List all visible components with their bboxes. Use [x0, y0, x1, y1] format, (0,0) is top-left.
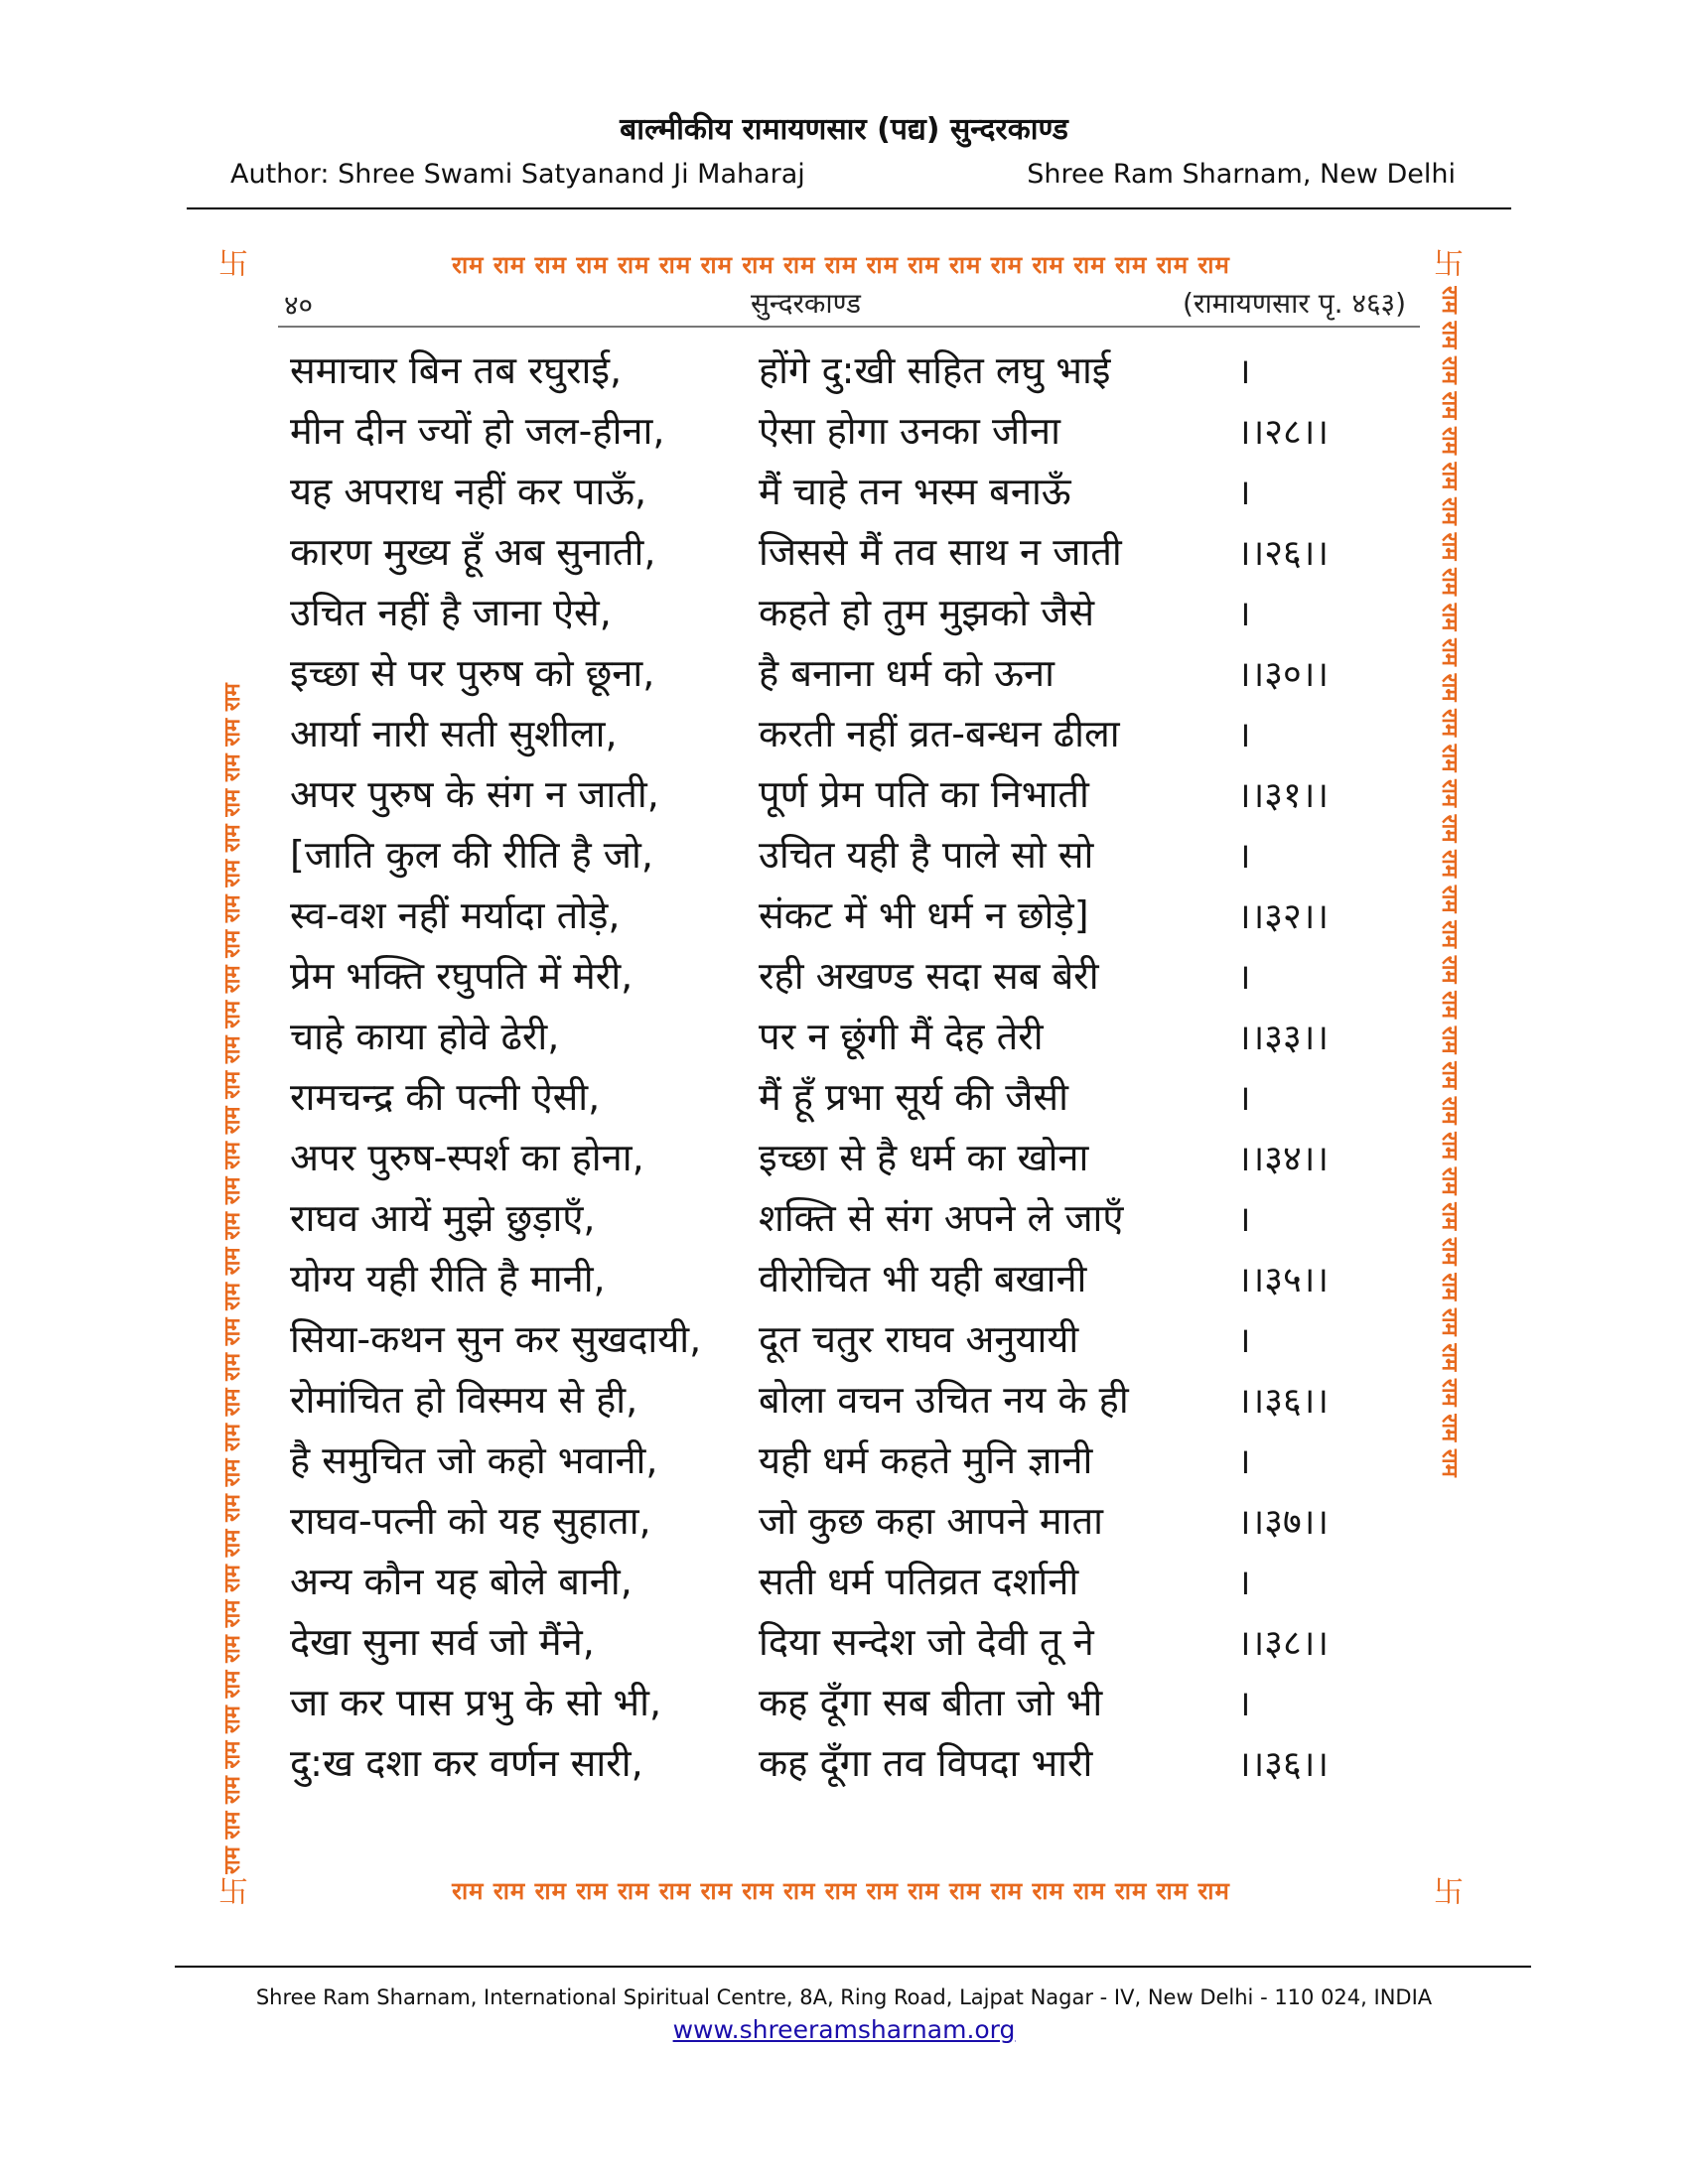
verse-second-half: बोला वचन उचित नय के ही	[759, 1378, 1129, 1422]
verse-first-half: चाहे काया होवे ढेरी,	[290, 1015, 560, 1058]
swastika-icon: 卐	[218, 247, 248, 282]
verse-first-half: इच्छा से पर पुरुष को छूना,	[290, 651, 655, 695]
verse-second-half: पर न छूंगी मैं देह तेरी	[759, 1015, 1044, 1058]
page-header	[284, 284, 1426, 324]
verse-second-half: मैं चाहे तन भस्म बनाऊँ	[759, 470, 1071, 513]
section-name: सुन्दरकाण्ड	[751, 287, 861, 320]
verse-second-half: दिया सन्देश जो देवी तू ने	[759, 1620, 1094, 1664]
verse-first-half: अपर पुरुष-स्पर्श का होना,	[290, 1136, 644, 1179]
verse-first-half: योग्य यही रीति है मानी,	[290, 1257, 606, 1300]
verse-line	[290, 883, 1422, 943]
verse-number: ।।२६।।	[1237, 533, 1330, 574]
verse-second-half: करती नहीं व्रत-बन्धन ढीला	[759, 712, 1120, 755]
verse-first-half: देखा सुना सर्व जो मैंने,	[290, 1620, 595, 1664]
verse-line	[290, 822, 1422, 883]
verse-second-half: जो कुछ कहा आपने माता	[759, 1499, 1103, 1543]
verse-line	[290, 1730, 1422, 1791]
verse-line	[290, 1609, 1422, 1670]
verse-line	[290, 701, 1422, 761]
document-title: बाल्मीकीय रामायणसार (पद्य) सुन्दरकाण्ड	[620, 112, 1068, 147]
verse-line	[290, 580, 1422, 640]
page-reference: (रामायणसार पृ. ४६३)	[1183, 287, 1406, 320]
verse-first-half: कारण मुख्य हूँ अब सुनाती,	[290, 530, 656, 574]
verse-line	[290, 1306, 1422, 1367]
verse-second-half: शक्ति से संग अपने ले जाएँ	[759, 1196, 1124, 1240]
verse-second-half: कहते हो तुम मुझको जैसे	[759, 591, 1095, 634]
verse-line	[290, 1246, 1422, 1306]
verse-number: ।	[1237, 1320, 1251, 1361]
page-number: ४०	[284, 289, 314, 322]
swastika-icon: 卐	[218, 1875, 248, 1910]
author-line: Author: Shree Swami Satyanand Ji Maharaj	[230, 159, 805, 190]
ram-border-right: राम राम राम राम राम राम राम राम राम राम राम राम राम राम राम राम राम राम राम राम राम राम राम राम राम राम राम राम राम राम राम राम राम राम	[1437, 286, 1462, 1477]
verse-line	[290, 1004, 1422, 1064]
verse-first-half: जा कर पास प्रभु के सो भी,	[290, 1681, 662, 1724]
verse-second-half: सती धर्म पतिव्रत दर्शानी	[759, 1560, 1079, 1603]
verse-line	[290, 1488, 1422, 1549]
verse-number: ।।३८।।	[1237, 1623, 1330, 1664]
verse-second-half: उचित यही है पाले सो सो	[759, 833, 1094, 877]
verse-line	[290, 1185, 1422, 1246]
scripture-page-frame	[216, 246, 1466, 1914]
verse-first-half: रामचन्द्र की पत्नी ऐसी,	[290, 1075, 601, 1119]
verse-number: ।।३७।।	[1237, 1502, 1330, 1543]
verse-line	[290, 1064, 1422, 1125]
verse-number: ।	[1237, 1078, 1251, 1119]
verse-number: ।	[1237, 594, 1251, 634]
verse-line	[290, 459, 1422, 519]
verse-first-half: अपर पुरुष के संग न जाती,	[290, 772, 659, 816]
verse-first-half: [जाति कुल की रीति है जो,	[290, 833, 653, 877]
verse-list	[290, 338, 1422, 1791]
verse-first-half: आर्या नारी सती सुशीला,	[290, 712, 618, 755]
verse-second-half: मैं हूँ प्रभा सूर्य की जैसी	[759, 1075, 1068, 1119]
swastika-icon: 卐	[1434, 1875, 1464, 1910]
verse-line	[290, 519, 1422, 580]
verse-line	[290, 640, 1422, 701]
verse-number: ।।३२।।	[1237, 896, 1330, 937]
verse-second-half: इच्छा से है धर्म का खोना	[759, 1136, 1089, 1179]
verse-second-half: होंगे दु:खी सहित लघु भाई	[759, 348, 1111, 392]
verse-second-half: कह दूँगा तव विपदा भारी	[759, 1741, 1093, 1785]
verse-first-half: राघव आयें मुझे छुड़ाएँ,	[290, 1196, 596, 1240]
verse-first-half: दु:ख दशा कर वर्णन सारी,	[290, 1741, 643, 1785]
verse-number: ।।३६।।	[1237, 1381, 1330, 1422]
verse-line	[290, 338, 1422, 398]
verse-number: ।	[1237, 957, 1251, 998]
ram-border-top: राम राम राम राम राम राम राम राम राम राम राम राम राम राम राम राम राम राम राम	[452, 251, 1230, 279]
ram-border-left: राम राम राम राम राम राम राम राम राम राम राम राम राम राम राम राम राम राम राम राम राम राम राम राम राम राम राम राम राम राम राम राम राम राम	[220, 683, 245, 1874]
verse-first-half: स्व-वश नहीं मर्यादा तोड़े,	[290, 893, 621, 937]
verse-number: ।	[1237, 1441, 1251, 1482]
verse-first-half: अन्य कौन यह बोले बानी,	[290, 1560, 633, 1603]
verse-first-half: मीन दीन ज्यों हो जल-हीना,	[290, 409, 665, 453]
verse-line	[290, 943, 1422, 1004]
verse-number: ।	[1237, 1563, 1251, 1603]
website-link[interactable]: www.shreeramsharnam.org	[672, 2015, 1016, 2044]
organization-line: Shree Ram Sharnam, New Delhi	[1027, 159, 1456, 190]
verse-second-half: जिससे मैं तव साथ न जाती	[759, 530, 1122, 574]
footer-divider	[175, 1966, 1531, 1968]
verse-number: ।।३०।।	[1237, 654, 1330, 695]
verse-number: ।	[1237, 1684, 1251, 1724]
verse-number: ।	[1237, 715, 1251, 755]
verse-number: ।।३१।।	[1237, 775, 1330, 816]
verse-second-half: वीरोचित भी यही बखानी	[759, 1257, 1087, 1300]
verse-number: ।	[1237, 351, 1251, 392]
verse-second-half: ऐसा होगा उनका जीना	[759, 409, 1060, 453]
verse-second-half: रही अखण्ड सदा सब बेरी	[759, 954, 1099, 998]
verse-number: ।।३३।।	[1237, 1018, 1330, 1058]
ram-border-bottom: राम राम राम राम राम राम राम राम राम राम राम राम राम राम राम राम राम राम राम	[452, 1877, 1230, 1905]
verse-first-half: है समुचित जो कहो भवानी,	[290, 1438, 658, 1482]
verse-first-half: राघव-पत्नी को यह सुहाता,	[290, 1499, 651, 1543]
verse-first-half: प्रेम भक्ति रघुपति में मेरी,	[290, 954, 633, 998]
verse-second-half: दूत चतुर राघव अनुयायी	[759, 1317, 1079, 1361]
verse-first-half: रोमांचित हो विस्मय से ही,	[290, 1378, 638, 1422]
page-header-rule	[278, 326, 1420, 328]
verse-line	[290, 1125, 1422, 1185]
verse-line	[290, 761, 1422, 822]
verse-first-half: सिया-कथन सुन कर सुखदायी,	[290, 1317, 702, 1361]
verse-first-half: समाचार बिन तब रघुराई,	[290, 348, 623, 392]
verse-line	[290, 1367, 1422, 1428]
header-divider	[187, 207, 1511, 209]
verse-second-half: कह दूँगा सब बीता जो भी	[759, 1681, 1103, 1724]
verse-second-half: है बनाना धर्म को ऊना	[759, 651, 1055, 695]
verse-number: ।	[1237, 473, 1251, 513]
verse-line	[290, 1549, 1422, 1609]
verse-line	[290, 1428, 1422, 1488]
verse-number: ।	[1237, 1199, 1251, 1240]
verse-second-half: पूर्ण प्रेम पति का निभाती	[759, 772, 1089, 816]
verse-number: ।	[1237, 836, 1251, 877]
verse-second-half: संकट में भी धर्म न छोड़े]	[759, 893, 1089, 937]
verse-number: ।।३६।।	[1237, 1744, 1330, 1785]
swastika-icon: 卐	[1434, 247, 1464, 282]
verse-first-half: यह अपराध नहीं कर पाऊँ,	[290, 470, 647, 513]
verse-number: ।।२८।।	[1237, 412, 1330, 453]
verse-second-half: यही धर्म कहते मुनि ज्ञानी	[759, 1438, 1093, 1482]
verse-first-half: उचित नहीं है जाना ऐसे,	[290, 591, 612, 634]
verse-number: ।।३४।।	[1237, 1139, 1330, 1179]
verse-number: ।।३५।।	[1237, 1260, 1330, 1300]
verse-line	[290, 1670, 1422, 1730]
footer-address: Shree Ram Sharnam, International Spiritual Centre, 8A, Ring Road, Lajpat Nagar - IV, New Delhi - 110 024, INDIA	[255, 1985, 1433, 2009]
verse-line	[290, 398, 1422, 459]
